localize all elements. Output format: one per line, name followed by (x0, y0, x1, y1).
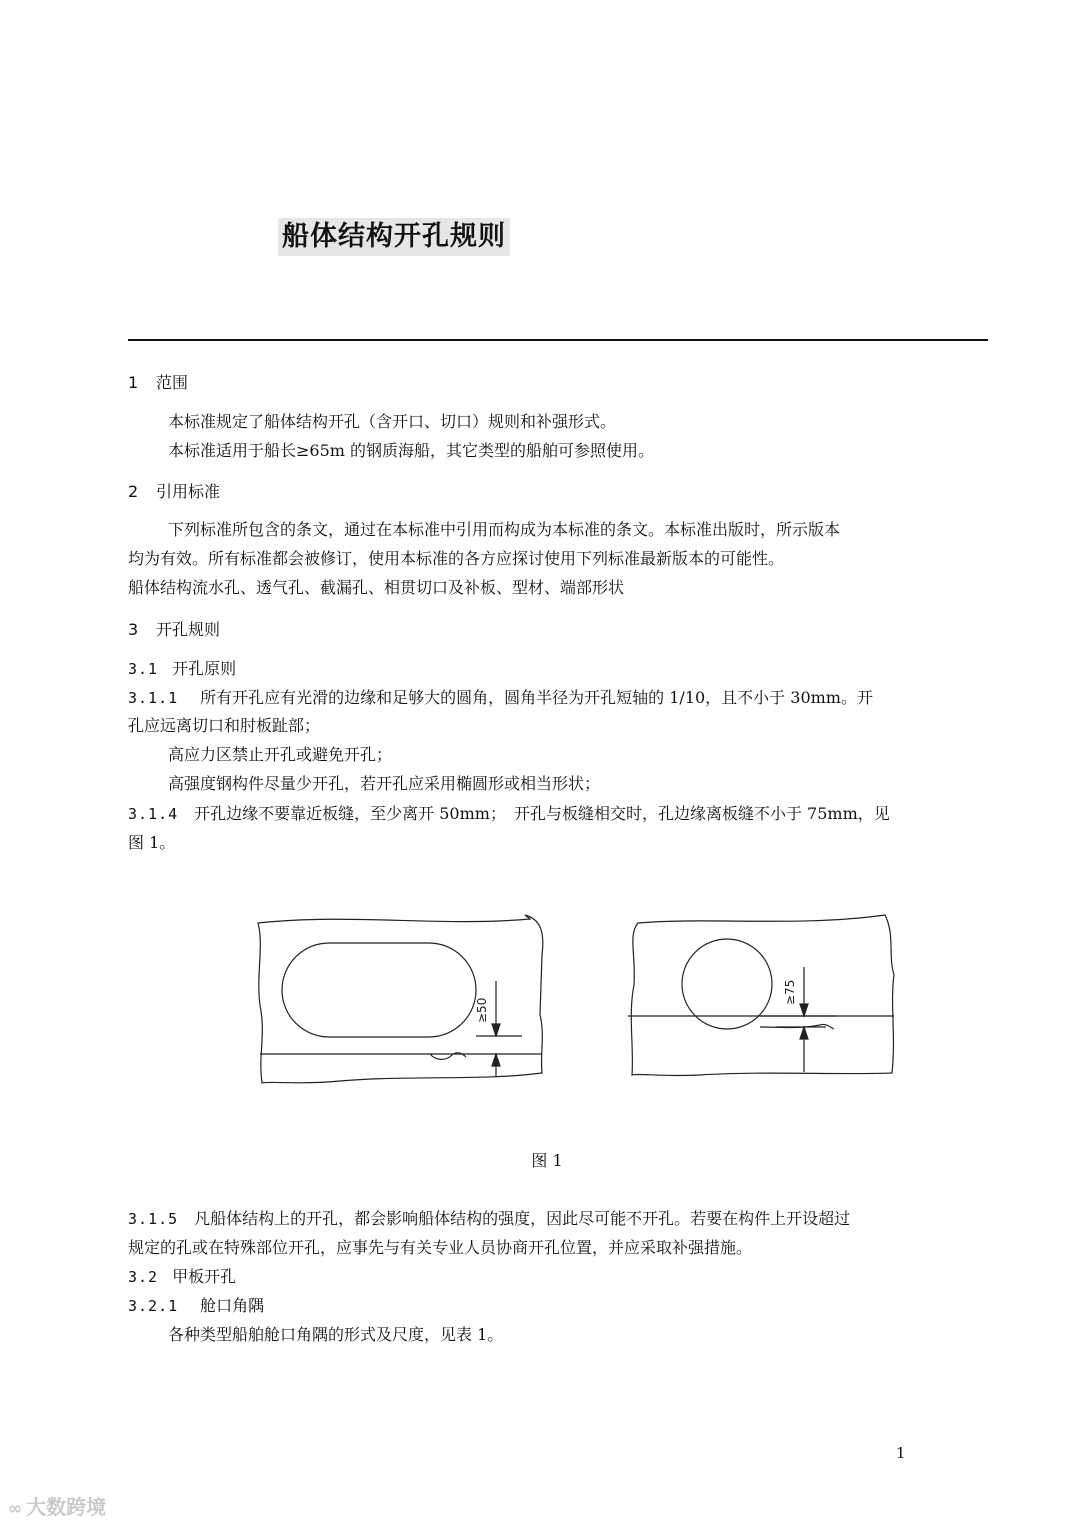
section-1-paragraph-1: 本标准规定了船体结构开孔（含开口、切口）规则和补强形式。 (168, 412, 617, 431)
right-plate-outline (631, 915, 894, 1076)
clause-3-1-4-line-2: 图 1。 (128, 833, 176, 852)
section-1-number: 1 (128, 373, 139, 392)
section-2-title: 引用标准 (156, 482, 221, 501)
right-dim-arrow-upper (800, 1004, 808, 1016)
figure-1-right-plate (628, 915, 894, 1076)
section-1-paragraph-2: 本标准适用于船长≥65m 的钢质海船，其它类型的船舶可参照使用。 (168, 441, 655, 460)
section-2-paragraph-1-line-1: 下列标准所包含的条文，通过在本标准中引用而构成为本标准的条文。本标准出版时，所示版本 (168, 520, 841, 539)
clause-3-1-4-text-1: 开孔边缘不要靠近板缝，至少离开 50mm； 开孔与板缝相交时，孔边缘离板缝不小于 75mm，见 (194, 804, 890, 823)
section-3-heading (128, 620, 220, 640)
clause-3-1-4-line-1 (128, 804, 890, 824)
clause-3-2-1 (128, 1296, 264, 1316)
clause-3-1-4-number: 3.1.4 (128, 805, 179, 823)
watermark-text: 大数跨境 (26, 1495, 107, 1519)
figure-1-drawing (240, 905, 920, 1100)
title-divider (128, 339, 988, 341)
clause-3-1-text: 开孔原则 (172, 659, 237, 678)
right-dimension-label: ≥75 (783, 979, 797, 1005)
clause-3-2-text: 甲板开孔 (172, 1267, 237, 1286)
section-3-number: 3 (128, 620, 139, 639)
clause-3-2-number: 3.2 (128, 1268, 159, 1286)
left-oblong-hole (282, 943, 476, 1037)
clause-3-2-1-number: 3.2.1 (128, 1297, 179, 1315)
left-dimension-label: ≥50 (475, 997, 489, 1023)
section-2-paragraph-2: 船体结构流水孔、透气孔、截漏孔、相贯切口及补板、型材、端部形状 (128, 578, 625, 597)
section-3-title: 开孔规则 (156, 620, 221, 639)
clause-3-1-5-number: 3.1.5 (128, 1210, 179, 1228)
document-title: 船体结构开孔规则 (278, 218, 510, 256)
clause-3-1-1-line-1 (128, 688, 873, 708)
clause-3-1-5-line-2: 规定的孔或在特殊部位开孔，应事先与有关专业人员协商开孔位置，并应采取补强措施。 (128, 1238, 753, 1257)
left-dim-arrow-upper (492, 1024, 500, 1036)
section-2-heading (128, 482, 220, 502)
section-1-title: 范围 (156, 373, 189, 392)
section-2-paragraph-1-line-2: 均为有效。所有标准都会被修订，使用本标准的各方应探讨使用下列标准最新版本的可能性。 (128, 549, 785, 568)
clause-3-2-1-text: 舱口角隅 (200, 1296, 265, 1315)
figure-1-caption: 图 1 (531, 1151, 563, 1170)
left-dim-arrow-lower (492, 1054, 500, 1066)
figure-1-left-plate (258, 915, 543, 1083)
watermark (8, 1494, 106, 1522)
section-1-heading (128, 373, 188, 393)
right-dim-arrow-lower (800, 1027, 808, 1039)
clause-3-1-1-line-4: 高强度钢构件尽量少开孔，若开孔应采用椭圆形或相当形状； (168, 774, 601, 793)
section-2-number: 2 (128, 482, 139, 501)
clause-3-2 (128, 1267, 236, 1287)
clause-3-1-1-text-1: 所有开孔应有光滑的边缘和足够大的圆角，圆角半径为开孔短轴的 1/10，且不小于 30mm。开 (200, 688, 873, 707)
clause-3-1-1-line-2: 孔应远离切口和肘板趾部； (128, 716, 321, 735)
clause-3-1-number: 3.1 (128, 660, 159, 678)
left-plate-outline (258, 915, 543, 1083)
watermark-logo-icon: ∞ (8, 1499, 23, 1519)
clause-3-1-1-line-3: 高应力区禁止开孔或避免开孔； (168, 745, 393, 764)
clause-3-2-1-paragraph: 各种类型船舶舱口角隅的形式及尺度，见表 1。 (168, 1325, 504, 1344)
clause-3-1-1-number: 3.1.1 (128, 689, 179, 707)
clause-3-1-5-text-1: 凡船体结构上的开孔，都会影响船体结构的强度，因此尽可能不开孔。若要在构件上开设超过 (194, 1209, 851, 1228)
page-number: 1 (896, 1444, 906, 1462)
clause-3-1 (128, 659, 236, 679)
clause-3-1-5-line-1 (128, 1209, 850, 1229)
